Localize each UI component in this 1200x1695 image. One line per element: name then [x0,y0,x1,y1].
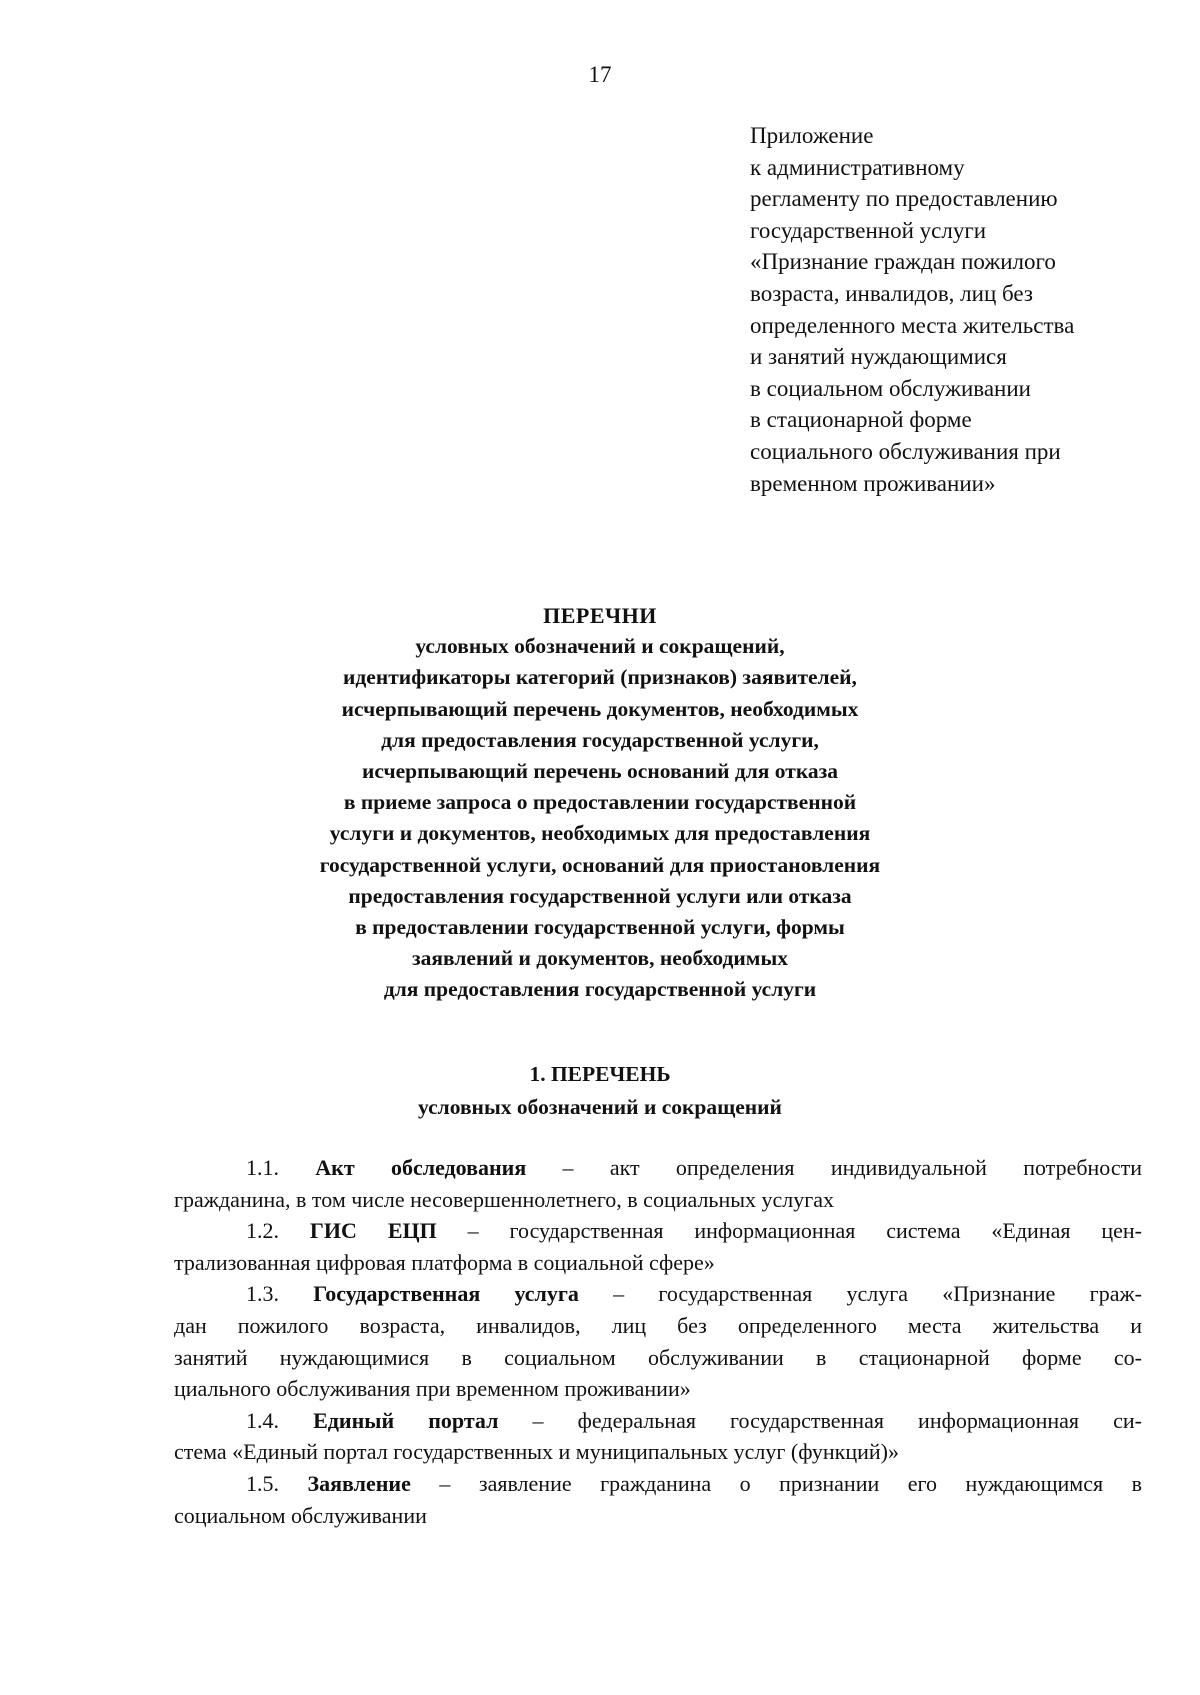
main-title: ПЕРЕЧНИ [543,603,657,628]
definition-line: гражданина, в том числе несовершеннолетнего, в социальных услугах [174,1186,835,1212]
definition-term: ГИС ЕЦП [309,1218,437,1244]
section-title: 1. ПЕРЕЧЕНЬ [529,1062,671,1086]
appendix-line: и занятий нуждающимися [750,344,1007,370]
definition-first-line [174,1278,1142,1310]
definition-first-line [174,1468,1142,1500]
definition-number: 1.1. [246,1155,279,1180]
definition-number: 1.3. [246,1281,279,1307]
definition-line: трализованная цифровая платформа в социальной сфере» [174,1249,715,1275]
definition-term: Акт обследования [315,1155,527,1180]
definition-line: занятий нуждающимися в социальном обслуживании в стационарной форме со- [174,1344,1142,1370]
document-title [0,600,1200,1006]
definition-text: – акт определения индивидуальной потребности [526,1155,1143,1180]
appendix-line: определенного места жительства [750,312,1075,338]
definition-term: Единый портал [313,1407,499,1433]
definition-first-line [174,1405,1142,1437]
appendix-line: временном проживании» [750,470,996,496]
appendix-line: государственной услуги [750,217,987,243]
definition-text: – государственная информационная система «Единая цен- [436,1218,1142,1244]
title-line: предоставления государственной услуги или отказа [348,883,852,908]
title-line: исчерпывающий перечень документов, необходимых [341,696,859,721]
title-line: в приеме запроса о предоставлении государственной [343,790,857,815]
section-subtitle: условных обозначений и сокращений [418,1095,782,1119]
title-line: заявлений и документов, необходимых [412,946,788,971]
appendix-line: возраста, инвалидов, лиц без [750,280,1033,306]
definition-line: социальном обслуживании [174,1502,427,1528]
definition-number: 1.5. [246,1470,279,1496]
definitions-list [174,1152,1142,1531]
page-number: 17 [588,62,612,87]
appendix-block [750,120,1170,499]
definition-line: стема «Единый портал государственных и муниципальных услуг (функций)» [174,1439,900,1465]
appendix-line: Приложение [750,123,874,148]
title-line: для предоставления государственной услуги [383,977,817,1002]
appendix-line: к административному [750,154,965,180]
definition-number: 1.4. [246,1407,279,1433]
appendix-line: регламенту по предоставлению [750,186,1058,212]
definition-term: Заявление [307,1470,411,1496]
definition-text: – федеральная государственная информационная си- [498,1407,1142,1433]
appendix-line: «Признание граждан пожилого [750,249,1056,275]
appendix-line: в стационарной форме [750,407,972,433]
title-line: для предоставления государственной услуги, [381,727,819,752]
definition-line: дан пожилого возраста, инвалидов, лиц без определенного места жительства и [174,1312,1142,1338]
definition-number: 1.2. [246,1218,279,1244]
section-heading [0,1058,1200,1124]
definition-text: – заявление гражданина о признании его нуждающимся в [410,1470,1143,1496]
definition-term: Государственная услуга [313,1281,579,1307]
definition-line: циального обслуживания при временном проживании» [174,1376,691,1402]
appendix-line: в социальном обслуживании [750,375,1031,401]
title-line: государственной услуги, оснований для приостановления [319,852,881,877]
appendix-line: социального обслуживания при [750,438,1061,464]
title-line: условных обозначений и сокращений, [415,634,785,659]
definition-text: – государственная услуга «Признание граж- [578,1281,1142,1307]
title-line: исчерпывающий перечень оснований для отказа [361,759,839,784]
title-line: идентификаторы категорий (признаков) заявителей, [343,665,857,690]
title-line: в предоставлении государственной услуги, формы [355,915,845,940]
definition-first-line [174,1215,1142,1247]
definition-first-line [174,1152,1142,1184]
title-line: услуги и документов, необходимых для предоставления [329,821,871,846]
